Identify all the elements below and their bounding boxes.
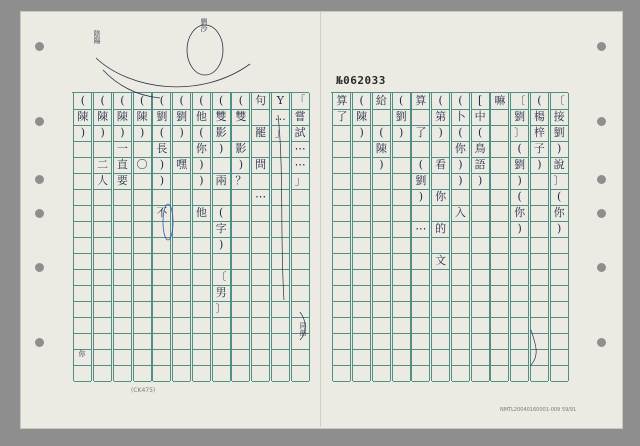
manuscript-character: ( bbox=[238, 94, 244, 107]
manuscript-character: 劉 bbox=[415, 174, 427, 187]
manuscript-character: ) bbox=[199, 174, 204, 187]
manuscript-character: 第 bbox=[435, 110, 447, 123]
manuscript-character: 陳 bbox=[136, 110, 148, 123]
manuscript-character: 中 bbox=[474, 110, 486, 123]
manuscript-character: ( bbox=[218, 206, 224, 219]
manuscript-character: 嘛 bbox=[494, 94, 506, 107]
manuscript-character: ( bbox=[438, 94, 443, 107]
manuscript-character: ( bbox=[199, 94, 204, 107]
manuscript-character: 嘗 bbox=[294, 110, 306, 123]
manuscript-character: 陳 bbox=[116, 110, 128, 123]
manuscript-character: ) bbox=[199, 158, 204, 171]
manuscript-character: 句 bbox=[255, 94, 267, 107]
manuscript-character: 你 bbox=[454, 142, 466, 155]
manuscript-character: 」 bbox=[294, 174, 306, 187]
manuscript-character: 你 bbox=[514, 206, 526, 219]
manuscript-character: 字 bbox=[215, 222, 227, 235]
manuscript-character: ) bbox=[359, 126, 364, 139]
manuscript-character: ( bbox=[179, 94, 184, 107]
manuscript-character: 說 bbox=[553, 158, 565, 171]
manuscript-character: 算 bbox=[415, 94, 427, 107]
manuscript-character: ( bbox=[398, 94, 404, 107]
manuscript-character: ( bbox=[458, 94, 463, 107]
manuscript-character: 劉 bbox=[514, 158, 526, 171]
manuscript-character: ( bbox=[359, 94, 364, 107]
manuscript-character: ( bbox=[379, 126, 384, 139]
manuscript-character: Y bbox=[276, 94, 285, 107]
manuscript-character: 試 bbox=[294, 126, 306, 139]
manuscript-character: 影 bbox=[235, 142, 247, 155]
manuscript-character: ) bbox=[379, 158, 384, 171]
manuscript-character: 「 bbox=[294, 94, 306, 107]
manuscript-character: ) bbox=[218, 142, 224, 155]
manuscript-character: ) bbox=[100, 126, 105, 139]
manuscript-character: 子 bbox=[533, 142, 545, 155]
manuscript-character: ( bbox=[477, 126, 483, 139]
manuscript-character: ) bbox=[159, 158, 165, 171]
manuscript-character: ) bbox=[458, 158, 463, 171]
manuscript-character: 〕 bbox=[215, 302, 227, 315]
manuscript-character: ) bbox=[418, 190, 424, 203]
manuscript-character: ( bbox=[517, 190, 522, 203]
manuscript-character: 一 bbox=[116, 142, 128, 155]
manuscript-character: 陳 bbox=[375, 142, 387, 155]
manuscript-character: 你 bbox=[553, 206, 565, 219]
manuscript-character: 陳 bbox=[77, 110, 89, 123]
manuscript-character: 雙 bbox=[235, 110, 247, 123]
manuscript-character: [ bbox=[477, 94, 483, 107]
manuscript-character: 算 bbox=[336, 94, 348, 107]
manuscript-character: 梓 bbox=[533, 126, 545, 139]
archive-label: NMTL20040160001-009 59/91 bbox=[500, 407, 577, 413]
manuscript-character: ) bbox=[537, 158, 542, 171]
manuscript-character: 直 bbox=[116, 158, 128, 171]
manuscript-character: 人 bbox=[97, 174, 109, 187]
manuscript-character: 問 bbox=[255, 158, 267, 171]
manuscript-character: 了 bbox=[336, 110, 348, 123]
manuscript-character: 語 bbox=[474, 158, 486, 171]
manuscript-character: ⋯ bbox=[415, 222, 427, 235]
manuscript-character: 劉 bbox=[514, 110, 526, 123]
manuscript-character: 入 bbox=[454, 206, 466, 219]
manuscript-character: 罷 bbox=[255, 126, 267, 139]
manuscript-character: ( bbox=[556, 190, 562, 203]
margin-note: 劉沙 bbox=[200, 18, 208, 32]
manuscript-character: ) bbox=[517, 174, 522, 187]
manuscript-character: 男 bbox=[215, 286, 227, 299]
manuscript-character: 不 bbox=[156, 206, 168, 219]
margin-note: 同前 bbox=[299, 322, 307, 336]
manuscript-character: ) bbox=[398, 126, 404, 139]
manuscript-character: ) bbox=[159, 174, 165, 187]
margin-note: 陰陽 bbox=[93, 30, 101, 44]
manuscript-character: 」 bbox=[274, 126, 286, 139]
manuscript-character: 兩 bbox=[215, 174, 227, 187]
manuscript-character: ( bbox=[418, 158, 424, 171]
manuscript-character: 〔 bbox=[215, 270, 227, 283]
manuscript-character: ( bbox=[159, 94, 165, 107]
manuscript-character: 陳 bbox=[97, 110, 109, 123]
publisher-imprint: (CK475) bbox=[131, 387, 156, 394]
manuscript-character: 他 bbox=[195, 206, 207, 219]
manuscript-character: 陳 bbox=[356, 110, 368, 123]
manuscript-character: ( bbox=[80, 94, 86, 107]
manuscript-character: 〔 bbox=[553, 94, 565, 107]
manuscript-character: ？ bbox=[235, 174, 247, 187]
manuscript-character: 鳥 bbox=[474, 142, 486, 155]
margin-note: 你 bbox=[78, 350, 86, 357]
manuscript-character: 〔 bbox=[514, 94, 526, 107]
manuscript-character: 嘿 bbox=[176, 158, 188, 171]
manuscript-character: ) bbox=[80, 126, 86, 139]
manuscript-character: … bbox=[274, 110, 286, 123]
manuscript-character: 你 bbox=[195, 142, 207, 155]
manuscript-character: 劉 bbox=[395, 110, 407, 123]
manuscript-character: ( bbox=[100, 94, 105, 107]
manuscript-character: 劉 bbox=[553, 126, 565, 139]
manuscript-character: ) bbox=[179, 126, 184, 139]
manuscript-character: 他 bbox=[195, 110, 207, 123]
manuscript-character: 你 bbox=[435, 190, 447, 203]
manuscript-character: ) bbox=[120, 126, 125, 139]
manuscript-character: ( bbox=[139, 94, 145, 107]
manuscript-character: 看 bbox=[435, 158, 447, 171]
manuscript-character: 楊 bbox=[533, 110, 545, 123]
manuscript-character: ( bbox=[159, 126, 165, 139]
manuscript-character: ( bbox=[199, 126, 204, 139]
manuscript-character: ( bbox=[537, 94, 542, 107]
manuscript-character: ⋯ bbox=[294, 158, 306, 171]
manuscript-character: 影 bbox=[215, 126, 227, 139]
manuscript-character: ) bbox=[556, 222, 562, 235]
manuscript-character: ⋯ bbox=[255, 190, 267, 203]
manuscript-character: ( bbox=[218, 94, 224, 107]
manuscript-character: ) bbox=[238, 158, 244, 171]
manuscript-character: 劉 bbox=[156, 110, 168, 123]
manuscript-character: 〇 bbox=[136, 158, 148, 171]
manuscript-character: 雙 bbox=[215, 110, 227, 123]
manuscript-character: 〕 bbox=[553, 174, 565, 187]
manuscript-character: 卜 bbox=[454, 110, 466, 123]
manuscript-character: ) bbox=[517, 222, 522, 235]
manuscript-character: ⋯ bbox=[294, 142, 306, 155]
manuscript-character: 的 bbox=[435, 222, 447, 235]
manuscript-character: 二 bbox=[97, 158, 109, 171]
manuscript-character: 文 bbox=[435, 254, 447, 267]
manuscript-character: ( bbox=[120, 94, 125, 107]
serial-number: №062033 bbox=[336, 74, 386, 87]
manuscript-character: ) bbox=[438, 126, 443, 139]
manuscript-character: ( bbox=[517, 142, 522, 155]
manuscript-character: ) bbox=[477, 174, 483, 187]
manuscript-character: 〕 bbox=[514, 126, 526, 139]
manuscript-character: ) bbox=[139, 126, 145, 139]
manuscript-character: ) bbox=[458, 174, 463, 187]
manuscript-character: 劉 bbox=[176, 110, 188, 123]
manuscript-character: ) bbox=[218, 238, 224, 251]
manuscript-character: 給 bbox=[375, 94, 387, 107]
manuscript-character: ) bbox=[556, 142, 562, 155]
manuscript-character: 接 bbox=[553, 110, 565, 123]
manuscript-character: 長 bbox=[156, 142, 168, 155]
manuscript-character: 要 bbox=[116, 174, 128, 187]
manuscript-character: 了 bbox=[415, 126, 427, 139]
manuscript-character: ( bbox=[458, 126, 463, 139]
